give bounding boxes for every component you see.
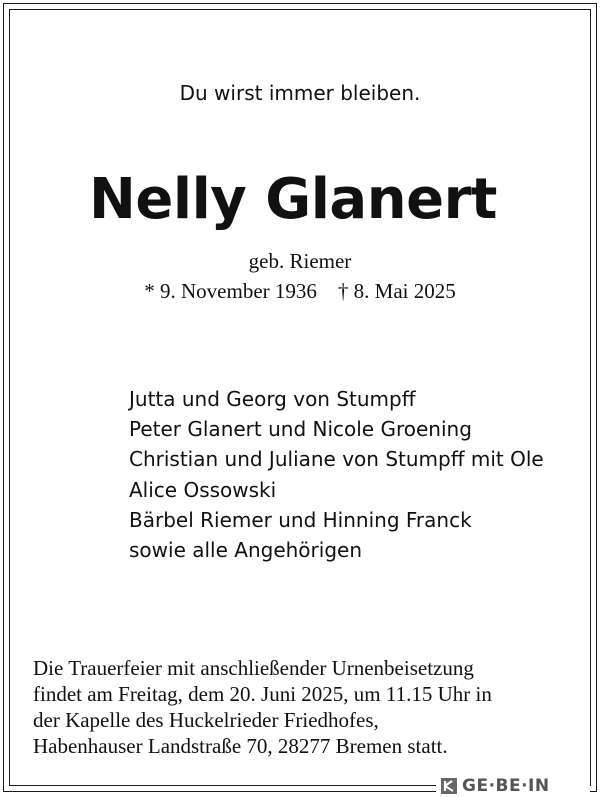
publisher-logo (436, 775, 590, 797)
deceased-name: Nelly Glanert (89, 167, 497, 232)
mourner-line: Alice Ossowski (129, 477, 277, 502)
mourner-line: Bärbel Riemer und Hinning Franck (129, 507, 472, 532)
mourner-line: Christian und Juliane von Stumpff mit Ole (129, 447, 544, 472)
funeral-info-line: Habenhauser Landstraße 70, 28277 Bremen statt. (33, 734, 448, 758)
logo-text: GE·BE·IN (462, 776, 550, 796)
mourner-line: sowie alle Angehörigen (129, 538, 362, 563)
funeral-info-line: Die Trauerfeier mit anschließender Urnenbeisetzung (33, 656, 474, 680)
birth-name: geb. Riemer (248, 249, 352, 273)
funeral-info (33, 655, 573, 759)
funeral-info-line: findet am Freitag, dem 20. Juni 2025, um 11.15 Uhr in (33, 682, 492, 706)
motto: Du wirst immer bleiben. (179, 81, 421, 105)
mourner-line: Peter Glanert und Nicole Groening (129, 417, 472, 442)
mourner-line: Jutta und Georg von Stumpff (129, 387, 416, 411)
life-dates: * 9. November 1936 † 8. Mai 2025 (144, 279, 456, 303)
funeral-info-line: der Kapelle des Huckelrieder Friedhofes, (33, 708, 379, 732)
mourners-list (129, 384, 544, 565)
gebein-logo-icon (440, 777, 458, 795)
